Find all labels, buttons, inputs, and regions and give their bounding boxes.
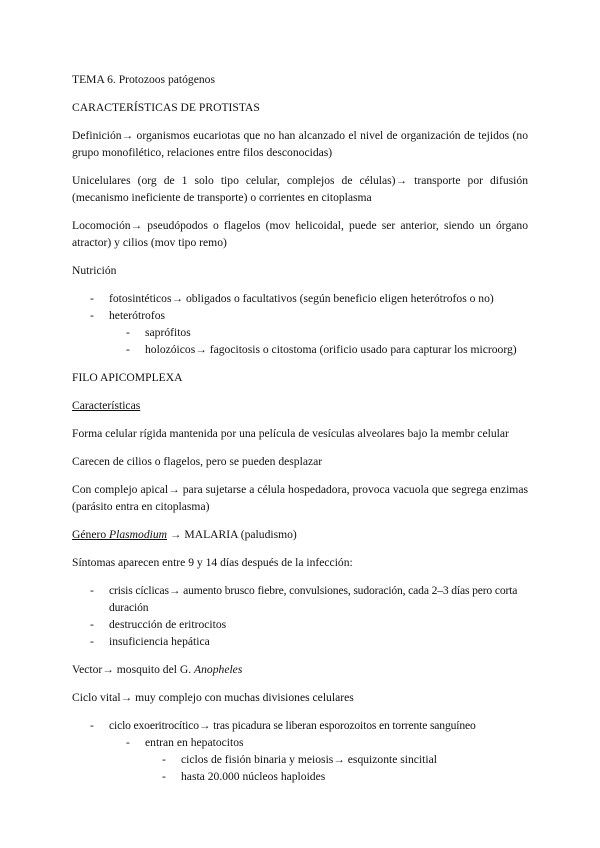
genero-underlined	[72, 528, 167, 541]
list-item-text: destrucción de eritrocitos	[109, 618, 227, 631]
list-item	[72, 633, 528, 650]
list-ciclo	[72, 717, 528, 785]
vector-prefix: Vector→ mosquito del G.	[72, 663, 195, 676]
bullet-dash: -	[126, 343, 130, 356]
bullet-dash: -	[90, 584, 94, 597]
vector-genus: Anopheles	[194, 663, 243, 676]
list-item	[72, 582, 528, 616]
list-item	[72, 734, 528, 751]
paragraph-nutricion: Nutrición	[72, 264, 117, 277]
list-sintomas	[72, 582, 528, 650]
bullet-dash: -	[90, 618, 94, 631]
bullet-dash: -	[90, 719, 94, 732]
bullet-dash: -	[90, 635, 94, 648]
bullet-dash: -	[90, 292, 94, 305]
list-item-text: holozóicos→ fagocitosis o citostoma (orificio usado para capturar los microorg)	[145, 343, 517, 356]
paragraph-definicion: Definición→ organismos eucariotas que no han alcanzado el nivel de organización de tejidos (no grupo monofilético, relaciones entre filos desconocidas)	[72, 129, 528, 159]
document-title: TEMA 6. Protozoos patógenos	[72, 73, 215, 86]
genero-name: Plasmodium	[109, 528, 167, 541]
bullet-dash: -	[162, 770, 166, 783]
list-item-text: insuficiencia hepática	[109, 635, 210, 648]
list-item	[72, 307, 528, 324]
paragraph-carecen: Carecen de cilios o flagelos, pero se pueden desplazar	[72, 455, 323, 468]
paragraph-genero	[72, 526, 528, 543]
bullet-dash: -	[126, 326, 130, 339]
document-page	[72, 71, 528, 796]
list-item-text: ciclo exoeritrocítico→ tras picadura se liberan esporozoitos en torrente sanguíneo	[109, 719, 476, 732]
list-item-text: crisis cíclicas→ aumento brusco fiebre, convulsiones, sudoración, cada 2–3 días pero corta duración	[109, 584, 518, 614]
list-item-text: fotosintéticos→ obligados o facultativos (según beneficio eligen heterótrofos o no)	[109, 292, 494, 305]
list-item	[72, 768, 528, 785]
bullet-dash: -	[90, 309, 94, 322]
bullet-dash: -	[126, 736, 130, 749]
genero-prefix: Género	[72, 528, 110, 541]
list-item	[72, 717, 528, 734]
list-item	[72, 616, 528, 633]
subheading-caracteristicas: Características	[72, 399, 141, 412]
list-item-text: saprófitos	[145, 326, 191, 339]
list-item-text: hasta 20.000 núcleos haploides	[181, 770, 326, 783]
paragraph-locomocion: Locomoción→ pseudópodos o flagelos (mov helicoidal, puede ser anterior, siendo un órgano atractor) y cilios (mov tipo remo)	[72, 219, 528, 249]
list-item-text: ciclos de fisión binaria y meiosis→ esquizonte sincitial	[181, 753, 437, 766]
list-item	[72, 324, 528, 341]
paragraph-ciclo: Ciclo vital→ muy complejo con muchas divisiones celulares	[72, 691, 354, 704]
paragraph-forma: Forma celular rígida mantenida por una película de vesículas alveolares bajo la membr celular	[72, 427, 509, 440]
section-heading-protistas: CARACTERÍSTICAS DE PROTISTAS	[72, 101, 260, 114]
list-nutricion	[72, 290, 528, 358]
paragraph-complejo: Con complejo apical→ para sujetarse a célula hospedadora, provoca vacuola que segrega enzimas (parásito entra en citoplasma)	[72, 483, 528, 513]
bullet-dash: -	[162, 753, 166, 766]
paragraph-unicelulares: Unicelulares (org de 1 solo tipo celular, complejos de células)→ transporte por difusión (mecanismo ineficiente de transporte) o corrientes en citoplasma	[72, 174, 528, 204]
section-heading-apicomplexa: FILO APICOMPLEXA	[72, 371, 183, 384]
list-item	[72, 751, 528, 768]
paragraph-sintomas: Síntomas aparecen entre 9 y 14 días después de la infección:	[72, 556, 353, 569]
list-item	[72, 290, 528, 307]
list-item	[72, 341, 528, 358]
paragraph-vector	[72, 661, 528, 678]
list-item-text: heterótrofos	[109, 309, 166, 322]
list-item-text: entran en hepatocitos	[145, 736, 244, 749]
genero-suffix: → MALARIA (paludismo)	[167, 528, 297, 541]
